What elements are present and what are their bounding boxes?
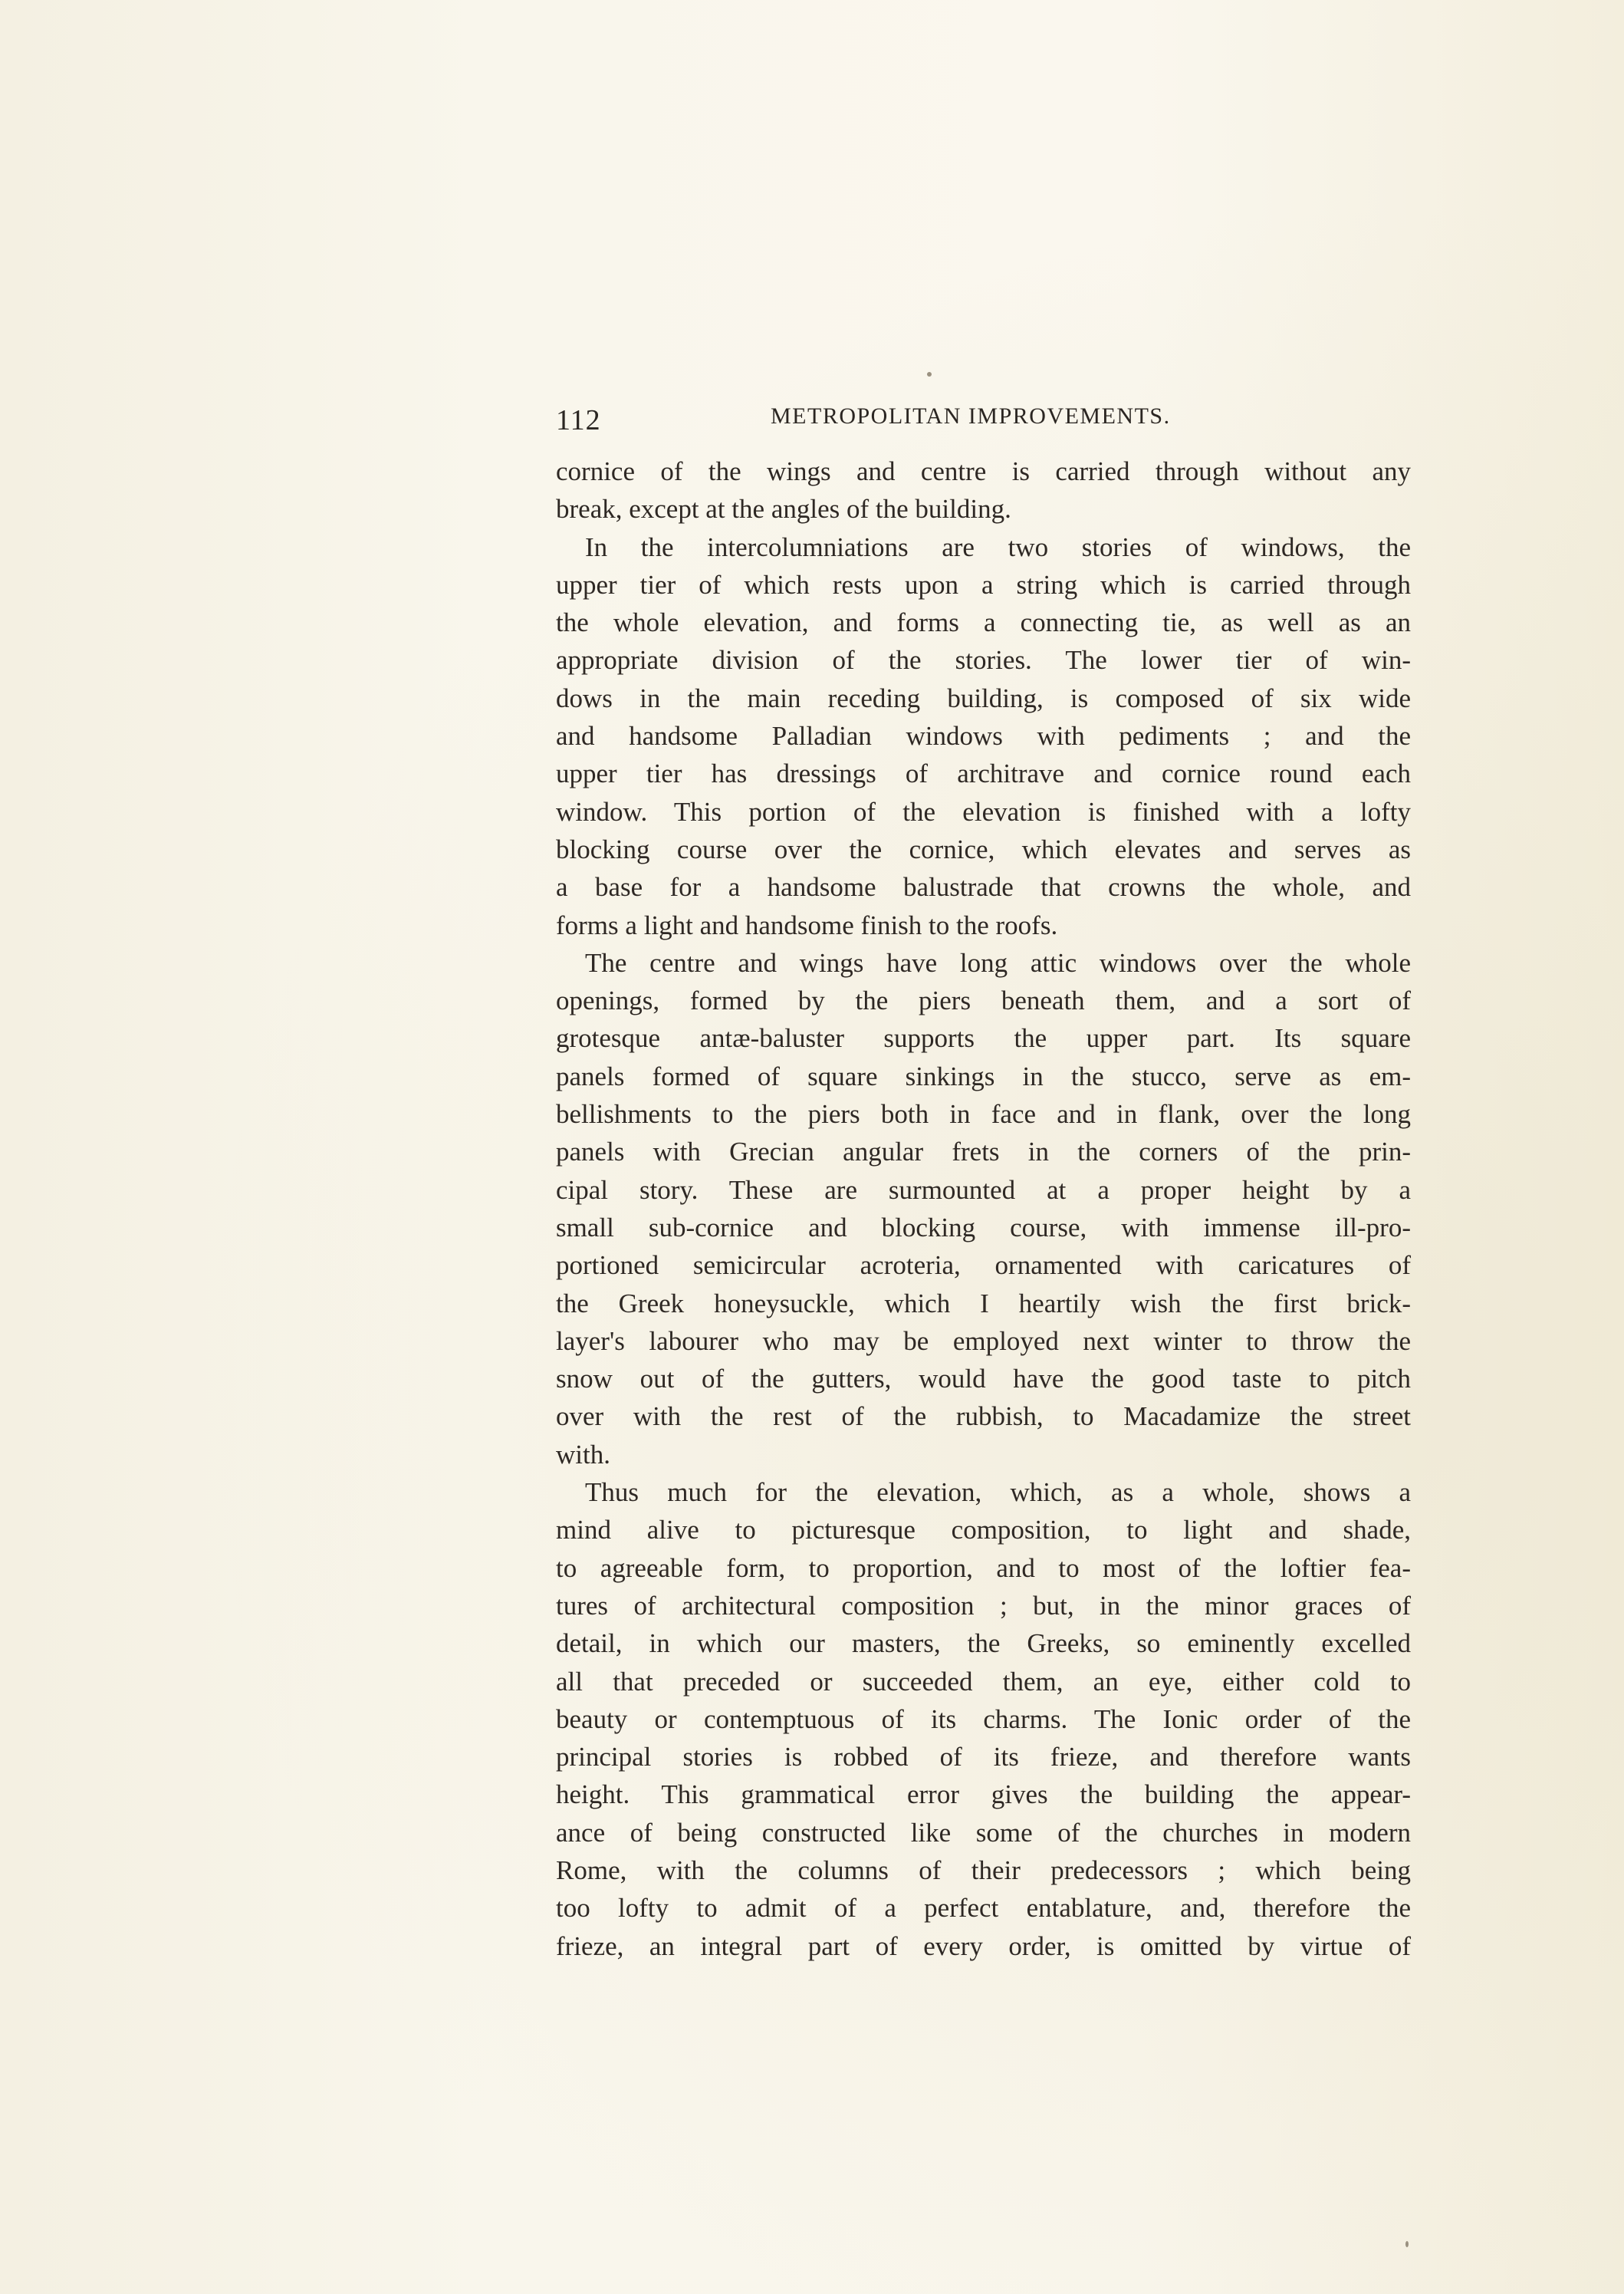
- body-text: [556, 453, 1411, 1965]
- text-line: upper tier has dressings of architrave and cornice round each: [556, 759, 1411, 789]
- text-line: to agreeable form, to proportion, and to most of the loftier fea-: [556, 1552, 1411, 1583]
- text-line: blocking course over the cornice, which elevates and serves as: [556, 834, 1411, 864]
- ink-speck: [927, 372, 932, 377]
- text-line: openings, formed by the piers beneath them, and a sort of: [556, 986, 1411, 1016]
- text-line: with.: [556, 1439, 610, 1470]
- text-line: and handsome Palladian windows with pediments ; and the: [556, 721, 1411, 752]
- text-line: appropriate division of the stories. The lower tier of win-: [556, 645, 1411, 676]
- text-line: bellishments to the piers both in face and in flank, over the long: [556, 1099, 1411, 1130]
- text-line: too lofty to admit of a perfect entablature, and, therefore the: [556, 1893, 1411, 1924]
- text-line: mind alive to picturesque composition, to light and shade,: [556, 1515, 1411, 1545]
- text-line: small sub-cornice and blocking course, with immense ill-pro-: [556, 1212, 1411, 1242]
- text-line: dows in the main receding building, is composed of six wide: [556, 683, 1411, 713]
- text-line: principal stories is robbed of its frieze, and therefore wants: [556, 1742, 1411, 1772]
- text-line: cornice of the wings and centre is carried through without any: [556, 456, 1411, 486]
- text-line: window. This portion of the elevation is finished with a lofty: [556, 796, 1411, 827]
- running-head: METROPOLITAN IMPROVEMENTS.: [771, 403, 1171, 429]
- ink-speck: [1405, 2241, 1409, 2247]
- text-line: grotesque antæ-baluster supports the upper part. Its square: [556, 1023, 1411, 1054]
- page-number: 112: [556, 404, 601, 436]
- text-line: all that preceded or succeeded them, an eye, either cold to: [556, 1666, 1411, 1697]
- text-line: a base for a handsome balustrade that crowns the whole, and: [556, 872, 1411, 903]
- text-line: Rome, with the columns of their predecessors ; which being: [556, 1855, 1411, 1885]
- text-line: the Greek honeysuckle, which I heartily wish the first brick-: [556, 1288, 1411, 1318]
- text-line: portioned semicircular acroteria, ornamented with caricatures of: [556, 1250, 1411, 1281]
- page-header: [556, 397, 1411, 443]
- text-line: forms a light and handsome finish to the roofs.: [556, 910, 1058, 940]
- text-line: panels with Grecian angular frets in the corners of the prin-: [556, 1137, 1411, 1167]
- text-line: The centre and wings have long attic windows over the whole: [585, 947, 1411, 978]
- text-line: upper tier of which rests upon a string which is carried through: [556, 569, 1411, 600]
- text-line: In the intercolumniations are two stories of windows, the: [585, 532, 1411, 562]
- text-line: snow out of the gutters, would have the good taste to pitch: [556, 1364, 1411, 1394]
- text-line: panels formed of square sinkings in the stucco, serve as em-: [556, 1061, 1411, 1091]
- text-line: layer's labourer who may be employed next winter to throw the: [556, 1325, 1411, 1356]
- text-line: the whole elevation, and forms a connecting tie, as well as an: [556, 607, 1411, 638]
- text-line: height. This grammatical error gives the building the appear-: [556, 1779, 1411, 1810]
- text-line: cipal story. These are surmounted at a proper height by a: [556, 1174, 1411, 1205]
- text-line: over with the rest of the rubbish, to Macadamize the street: [556, 1401, 1411, 1432]
- text-line: detail, in which our masters, the Greeks, so eminently excelled: [556, 1628, 1411, 1659]
- text-line: frieze, an integral part of every order, is omitted by virtue of: [556, 1930, 1411, 1961]
- text-line: ance of being constructed like some of the churches in modern: [556, 1817, 1411, 1848]
- text-line: break, except at the angles of the building.: [556, 494, 1011, 525]
- text-line: beauty or contemptuous of its charms. The Ionic order of the: [556, 1703, 1411, 1734]
- text-line: Thus much for the elevation, which, as a whole, shows a: [585, 1477, 1411, 1508]
- text-line: tures of architectural composition ; but, in the minor graces of: [556, 1590, 1411, 1621]
